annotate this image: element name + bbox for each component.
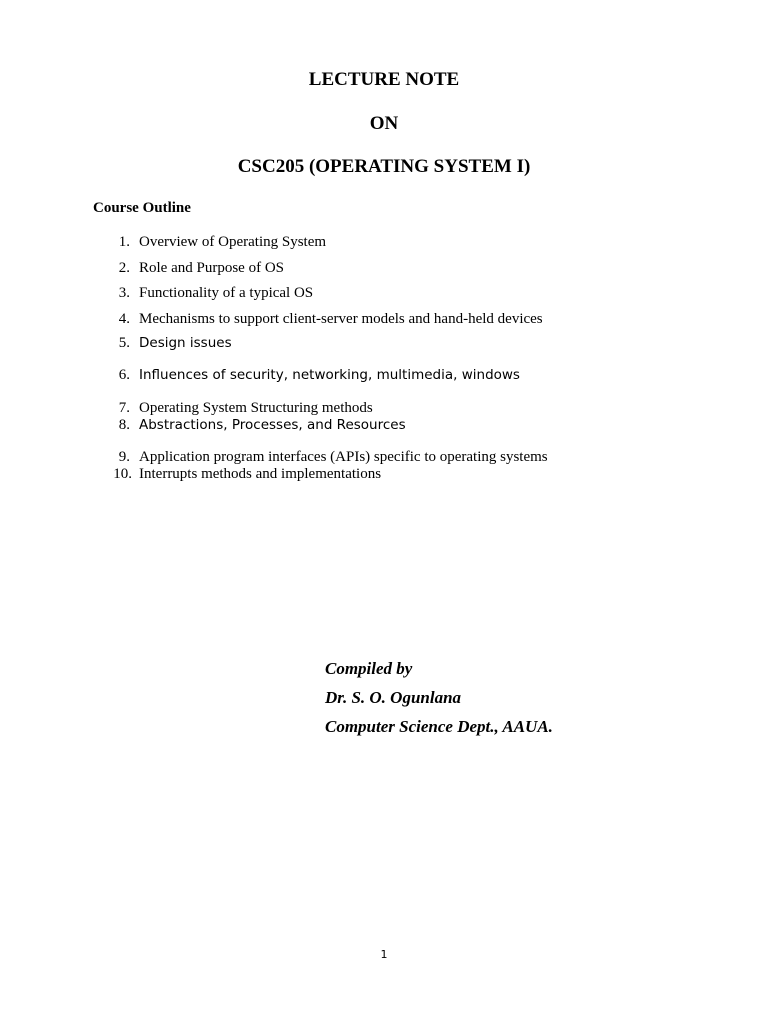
- list-item-number: 7.: [118, 400, 130, 416]
- list-item-text: Role and Purpose of OS: [139, 260, 284, 276]
- list-item-number: 6.: [118, 367, 130, 383]
- list-item-number: 2.: [118, 260, 130, 276]
- list-item-number: 4.: [118, 311, 130, 327]
- compiled-by-label: Compiled by: [325, 659, 413, 678]
- list-item-text: Abstractions, Processes, and Resources: [139, 417, 406, 433]
- department-name: Computer Science Dept., AAUA.: [325, 717, 553, 736]
- list-item-text: Design issues: [139, 335, 232, 351]
- list-item-number: 5.: [118, 335, 130, 351]
- course-outline-heading: Course Outline: [93, 200, 191, 216]
- list-item-number: 1.: [118, 234, 130, 250]
- list-item-number: 10.: [113, 466, 132, 482]
- list-item-text: Overview of Operating System: [139, 234, 327, 250]
- title-course-code: CSC205 (OPERATING SYSTEM I): [237, 156, 531, 177]
- list-item-text: Influences of security, networking, multimedia, windows: [139, 367, 520, 383]
- title-lecture-note: LECTURE NOTE: [308, 69, 460, 90]
- list-item-number: 8.: [118, 417, 130, 433]
- list-item-text: Interrupts methods and implementations: [139, 466, 382, 482]
- list-item-number: 3.: [118, 285, 130, 301]
- list-item-text: Application program interfaces (APIs) specific to operating systems: [139, 449, 548, 465]
- title-on: ON: [369, 113, 399, 134]
- list-item-text: Mechanisms to support client-server models and hand-held devices: [139, 311, 543, 327]
- author-name: Dr. S. O. Ogunlana: [325, 688, 462, 707]
- list-item-number: 9.: [118, 449, 130, 465]
- list-item-text: Operating System Structuring methods: [139, 400, 373, 416]
- list-item-text: Functionality of a typical OS: [139, 285, 314, 301]
- page-number: 1: [380, 948, 388, 961]
